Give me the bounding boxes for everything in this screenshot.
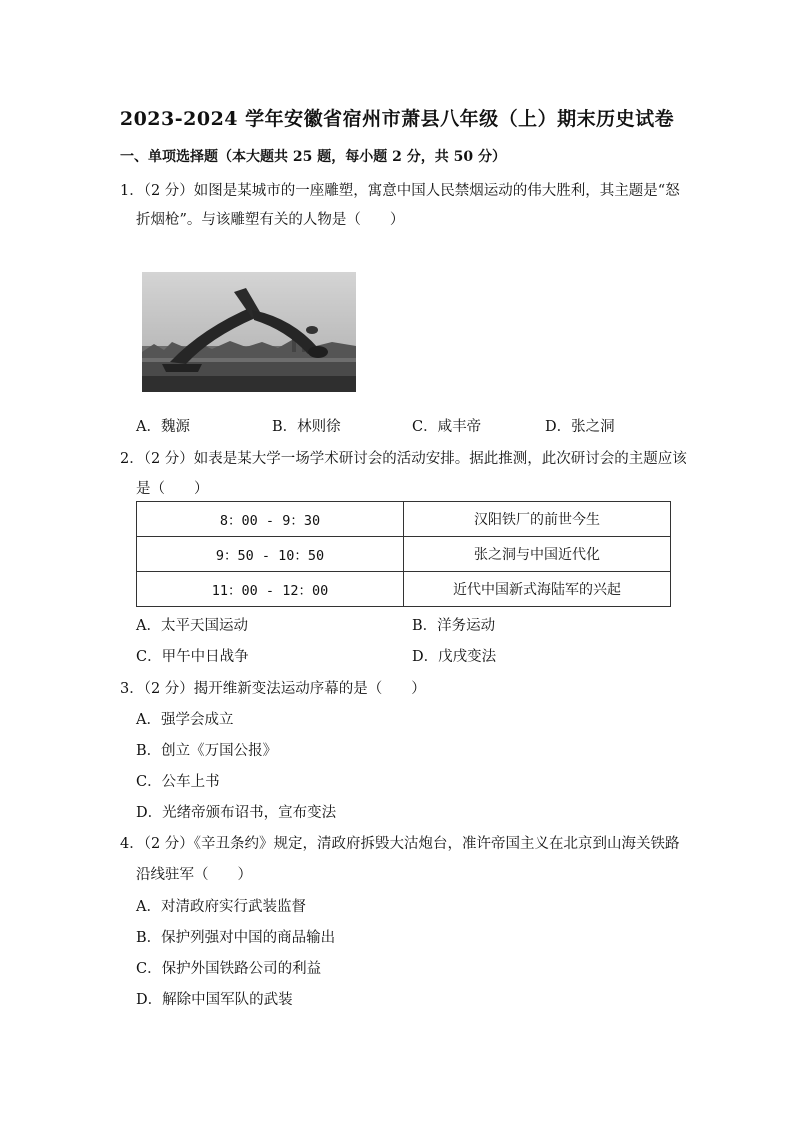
- exam-title: 2023-2024 学年安徽省宿州市萧县八年级（上）期末历史试卷: [119, 108, 675, 130]
- q3-option-a: A．强学会成立: [136, 712, 234, 728]
- q1-stem-line2: 折烟枪”。与该雕塑有关的人物是（ ）: [136, 212, 405, 228]
- table-cell-topic: 汉阳铁厂的前世今生: [404, 502, 671, 537]
- table-cell-time: 8：00 - 9：30: [137, 502, 404, 537]
- table-cell-time: 11：00 - 12：00: [137, 572, 404, 607]
- q4-option-a: A．对清政府实行武装监督: [136, 899, 306, 915]
- q3-option-d: D．光绪帝颁布诏书，宣布变法: [136, 805, 337, 821]
- table-cell-topic: 张之洞与中国近代化: [404, 537, 671, 572]
- q1-stem-line1: 1．（2 分）如图是某城市的一座雕塑，寓意中国人民禁烟运动的伟大胜利，其主题是“怒: [120, 183, 680, 199]
- table-cell-time: 9：50 - 10：50: [137, 537, 404, 572]
- table-row: [137, 537, 671, 572]
- q3-stem: 3．（2 分）揭开维新变法运动序幕的是（ ）: [120, 681, 426, 697]
- section-heading: 一、单项选择题（本大题共 25 题，每小题 2 分，共 50 分）: [120, 149, 506, 165]
- q2-option-d: D．戊戌变法: [412, 649, 497, 665]
- q2-stem-line2: 是（ ）: [136, 481, 209, 497]
- q3-option-c: C．公车上书: [136, 774, 220, 790]
- q1-option-c: C．咸丰帝: [412, 419, 482, 435]
- q2-stem-line1: 2．（2 分）如表是某大学一场学术研讨会的活动安排。据此推测，此次研讨会的主题应该: [120, 451, 687, 467]
- schedule-table: [136, 501, 671, 607]
- sculpture-image: [142, 272, 356, 392]
- q1-option-b: B．林则徐: [272, 419, 341, 435]
- table-row: [137, 572, 671, 607]
- q2-option-c: C．甲午中日战争: [136, 649, 249, 665]
- sculpture-photo: [142, 272, 356, 392]
- q2-option-b: B．洋务运动: [412, 618, 496, 634]
- table-cell-topic: 近代中国新式海陆军的兴起: [404, 572, 671, 607]
- q4-option-d: D．解除中国军队的武装: [136, 992, 293, 1008]
- table-row: [137, 502, 671, 537]
- q2-option-a: A．太平天国运动: [136, 618, 248, 634]
- q1-option-a: A．魏源: [136, 419, 190, 435]
- q4-stem-line2: 沿线驻军（ ）: [136, 867, 252, 883]
- q4-option-b: B．保护列强对中国的商品输出: [136, 930, 336, 946]
- q3-option-b: B．创立《万国公报》: [136, 743, 278, 759]
- q1-option-d: D．张之洞: [545, 419, 615, 435]
- q4-option-c: C．保护外国铁路公司的利益: [136, 961, 322, 977]
- q4-stem-line1: 4．（2 分）《辛丑条约》规定，清政府拆毁大沽炮台，准许帝国主义在北京到山海关铁路: [120, 836, 680, 852]
